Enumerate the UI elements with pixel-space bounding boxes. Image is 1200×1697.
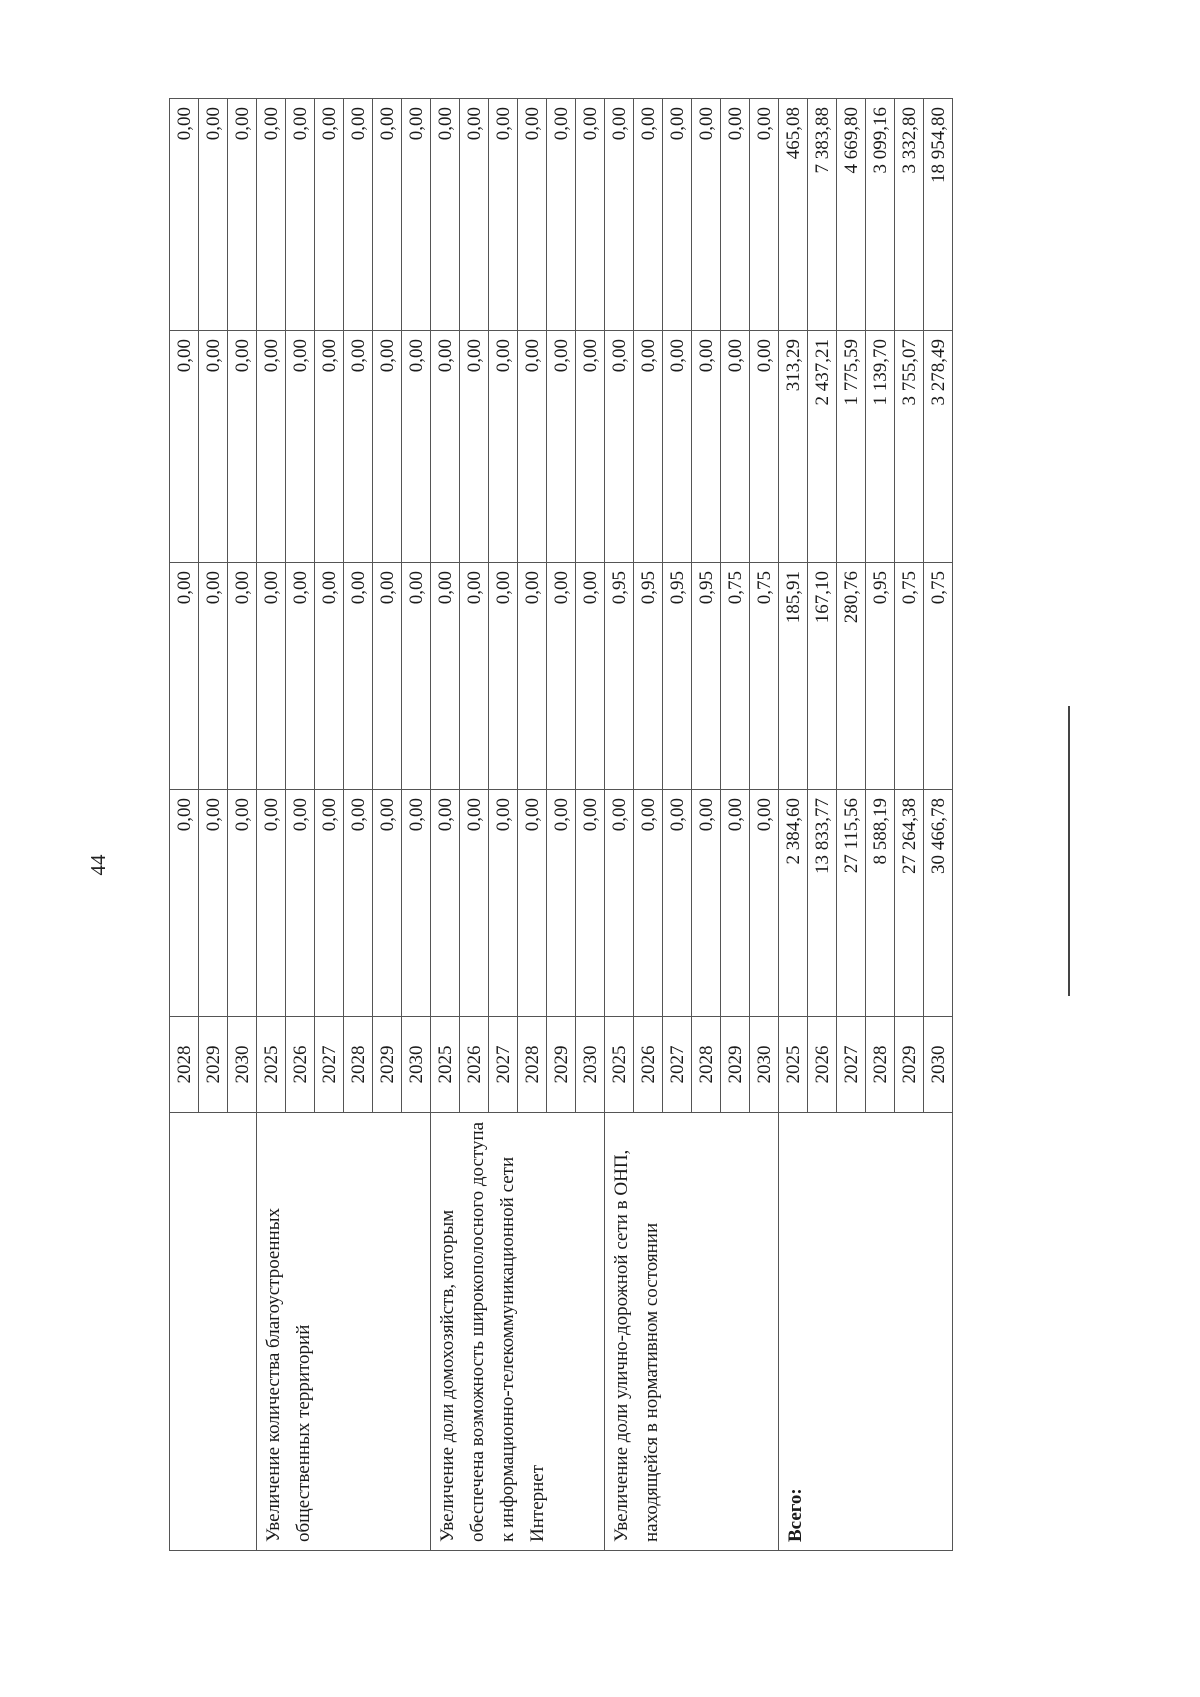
value-col3: 0,00 (692, 331, 721, 563)
year-cell: 2029 (547, 1017, 576, 1113)
year-cell: 2030 (924, 1017, 953, 1113)
value-col4: 0,00 (257, 99, 286, 331)
value-col1: 0,00 (373, 790, 402, 1017)
value-col2: 0,00 (257, 563, 286, 790)
value-col3: 3 755,07 (895, 331, 924, 563)
table-row (257, 99, 286, 1551)
value-col1: 0,00 (692, 790, 721, 1017)
value-col2: 0,00 (199, 563, 228, 790)
value-col2: 0,00 (373, 563, 402, 790)
year-cell: 2030 (750, 1017, 779, 1113)
goal-label: Увеличение количества благоустроенных общественных территорий (257, 1113, 431, 1551)
year-cell: 2027 (489, 1017, 518, 1113)
year-cell: 2026 (634, 1017, 663, 1113)
year-cell: 2025 (779, 1017, 808, 1113)
value-col3: 0,00 (228, 331, 257, 563)
value-col4: 0,00 (431, 99, 460, 331)
value-col1: 0,00 (547, 790, 576, 1017)
year-cell: 2028 (170, 1017, 199, 1113)
value-col1: 0,00 (518, 790, 547, 1017)
year-cell: 2026 (808, 1017, 837, 1113)
end-of-table-rule (1068, 706, 1070, 996)
value-col3: 2 437,21 (808, 331, 837, 563)
value-col3: 0,00 (721, 331, 750, 563)
year-cell: 2025 (431, 1017, 460, 1113)
value-col4: 0,00 (489, 99, 518, 331)
value-col2: 0,95 (866, 563, 895, 790)
value-col1: 8 588,19 (866, 790, 895, 1017)
value-col3: 0,00 (431, 331, 460, 563)
value-col2: 0,00 (228, 563, 257, 790)
value-col2: 280,76 (837, 563, 866, 790)
value-col2: 0,00 (344, 563, 373, 790)
value-col1: 0,00 (634, 790, 663, 1017)
value-col1: 0,00 (750, 790, 779, 1017)
year-cell: 2027 (837, 1017, 866, 1113)
value-col3: 0,00 (547, 331, 576, 563)
value-col2: 0,00 (489, 563, 518, 790)
value-col3: 0,00 (750, 331, 779, 563)
value-col1: 0,00 (286, 790, 315, 1017)
value-col1: 0,00 (315, 790, 344, 1017)
value-col1: 27 264,38 (895, 790, 924, 1017)
value-col4: 0,00 (460, 99, 489, 331)
year-cell: 2028 (692, 1017, 721, 1113)
value-col2: 0,00 (315, 563, 344, 790)
value-col1: 27 115,56 (837, 790, 866, 1017)
value-col1: 0,00 (663, 790, 692, 1017)
value-col1: 0,00 (170, 790, 199, 1017)
value-col2: 167,10 (808, 563, 837, 790)
value-col4: 0,00 (750, 99, 779, 331)
value-col1: 0,00 (228, 790, 257, 1017)
table-body (170, 99, 953, 1551)
value-col3: 1 775,59 (837, 331, 866, 563)
value-col4: 3 332,80 (895, 99, 924, 331)
value-col4: 0,00 (721, 99, 750, 331)
value-col4: 0,00 (547, 99, 576, 331)
value-col2: 0,95 (663, 563, 692, 790)
page-number: 44 (86, 854, 110, 876)
value-col1: 0,00 (257, 790, 286, 1017)
value-col3: 0,00 (315, 331, 344, 563)
value-col4: 0,00 (344, 99, 373, 331)
budget-table (169, 98, 953, 1551)
value-col3: 0,00 (199, 331, 228, 563)
year-cell: 2028 (518, 1017, 547, 1113)
year-cell: 2030 (576, 1017, 605, 1113)
value-col2: 0,00 (547, 563, 576, 790)
value-col4: 18 954,80 (924, 99, 953, 331)
year-cell: 2026 (460, 1017, 489, 1113)
year-cell: 2029 (199, 1017, 228, 1113)
total-label: Всего: (779, 1113, 953, 1551)
value-col3: 0,00 (286, 331, 315, 563)
value-col4: 0,00 (605, 99, 634, 331)
value-col2: 185,91 (779, 563, 808, 790)
value-col4: 0,00 (199, 99, 228, 331)
value-col4: 0,00 (402, 99, 431, 331)
value-col1: 0,00 (489, 790, 518, 1017)
table-row (605, 99, 634, 1551)
value-col2: 0,75 (721, 563, 750, 790)
value-col2: 0,75 (895, 563, 924, 790)
value-col4: 0,00 (576, 99, 605, 331)
value-col1: 0,00 (605, 790, 634, 1017)
value-col4: 0,00 (315, 99, 344, 331)
value-col3: 3 278,49 (924, 331, 953, 563)
value-col3: 0,00 (402, 331, 431, 563)
rotated-table-container (169, 99, 952, 1551)
table-row (779, 99, 808, 1551)
value-col4: 0,00 (286, 99, 315, 331)
value-col3: 0,00 (518, 331, 547, 563)
value-col1: 0,00 (721, 790, 750, 1017)
year-cell: 2025 (257, 1017, 286, 1113)
value-col2: 0,00 (460, 563, 489, 790)
value-col1: 0,00 (402, 790, 431, 1017)
year-cell: 2025 (605, 1017, 634, 1113)
value-col4: 0,00 (634, 99, 663, 331)
value-col4: 3 099,16 (866, 99, 895, 331)
value-col3: 0,00 (576, 331, 605, 563)
year-cell: 2027 (663, 1017, 692, 1113)
value-col3: 0,00 (460, 331, 489, 563)
value-col2: 0,00 (170, 563, 199, 790)
value-col4: 7 383,88 (808, 99, 837, 331)
value-col3: 0,00 (170, 331, 199, 563)
value-col4: 0,00 (170, 99, 199, 331)
value-col2: 0,95 (605, 563, 634, 790)
value-col1: 2 384,60 (779, 790, 808, 1017)
table-row (170, 99, 199, 1551)
value-col4: 0,00 (373, 99, 402, 331)
value-col3: 1 139,70 (866, 331, 895, 563)
value-col1: 0,00 (199, 790, 228, 1017)
value-col2: 0,00 (431, 563, 460, 790)
value-col2: 0,95 (634, 563, 663, 790)
value-col1: 0,00 (576, 790, 605, 1017)
value-col3: 0,00 (373, 331, 402, 563)
value-col3: 0,00 (257, 331, 286, 563)
table-row (431, 99, 460, 1551)
value-col2: 0,95 (692, 563, 721, 790)
value-col1: 0,00 (431, 790, 460, 1017)
year-cell: 2026 (286, 1017, 315, 1113)
year-cell: 2027 (315, 1017, 344, 1113)
value-col2: 0,00 (286, 563, 315, 790)
value-col3: 0,00 (344, 331, 373, 563)
year-cell: 2030 (228, 1017, 257, 1113)
year-cell: 2028 (344, 1017, 373, 1113)
value-col3: 0,00 (634, 331, 663, 563)
goal-label: Увеличение доли домохозяйств, которым обеспечена возможность широкополосного доступа к информационно-телекоммуникационной сети Интернет (431, 1113, 605, 1551)
value-col1: 0,00 (460, 790, 489, 1017)
value-col4: 0,00 (228, 99, 257, 331)
value-col3: 0,00 (605, 331, 634, 563)
value-col3: 0,00 (489, 331, 518, 563)
value-col4: 0,00 (518, 99, 547, 331)
year-cell: 2029 (895, 1017, 924, 1113)
year-cell: 2028 (866, 1017, 895, 1113)
value-col3: 313,29 (779, 331, 808, 563)
value-col4: 0,00 (692, 99, 721, 331)
value-col4: 4 669,80 (837, 99, 866, 331)
value-col1: 13 833,77 (808, 790, 837, 1017)
value-col3: 0,00 (663, 331, 692, 563)
year-cell: 2029 (721, 1017, 750, 1113)
goal-label (170, 1113, 257, 1551)
value-col4: 0,00 (663, 99, 692, 331)
value-col2: 0,00 (402, 563, 431, 790)
value-col1: 0,00 (344, 790, 373, 1017)
value-col2: 0,75 (924, 563, 953, 790)
year-cell: 2029 (373, 1017, 402, 1113)
value-col2: 0,00 (576, 563, 605, 790)
value-col2: 0,00 (518, 563, 547, 790)
goal-label: Увеличение доли улично-дорожной сети в ОНП, находящейся в нормативном состоянии (605, 1113, 779, 1551)
year-cell: 2030 (402, 1017, 431, 1113)
value-col2: 0,75 (750, 563, 779, 790)
value-col1: 30 466,78 (924, 790, 953, 1017)
value-col4: 465,08 (779, 99, 808, 331)
